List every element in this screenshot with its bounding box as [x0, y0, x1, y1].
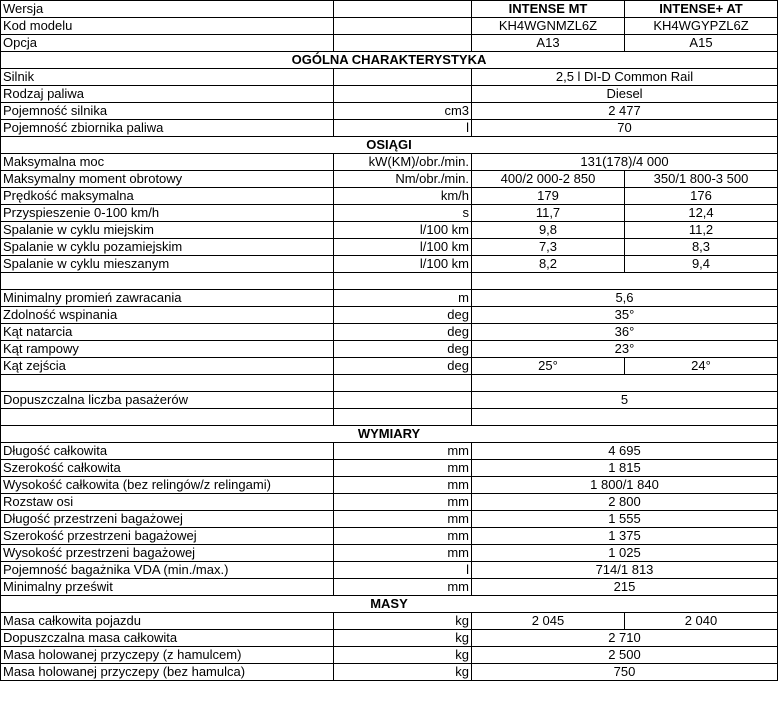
table-row	[1, 103, 778, 120]
row-value-2: 12,4	[625, 205, 778, 222]
option-label: Opcja	[1, 35, 334, 52]
section-title: MASY	[1, 596, 778, 613]
table-row	[1, 392, 778, 409]
row-label: Pojemność silnika	[1, 103, 334, 120]
row-label: Kąt rampowy	[1, 341, 334, 358]
row-value-1: 179	[472, 188, 625, 205]
row-unit: deg	[334, 324, 472, 341]
row-value-2: 176	[625, 188, 778, 205]
row-label: Pojemność bagażnika VDA (min./max.)	[1, 562, 334, 579]
row-label: Szerokość całkowita	[1, 460, 334, 477]
row-label: Masa holowanej przyczepy (z hamulcem)	[1, 647, 334, 664]
row-value-2: 8,3	[625, 239, 778, 256]
option-2: A15	[625, 35, 778, 52]
row-label: Silnik	[1, 69, 334, 86]
spacer-row	[1, 409, 778, 426]
row-value: 2 500	[472, 647, 778, 664]
row-value: 2 800	[472, 494, 778, 511]
empty-cell	[472, 273, 778, 290]
row-value: 2 710	[472, 630, 778, 647]
row-unit: mm	[334, 528, 472, 545]
row-value: 1 815	[472, 460, 778, 477]
row-label: Długość całkowita	[1, 443, 334, 460]
section-performance	[1, 137, 778, 154]
row-unit: l/100 km	[334, 239, 472, 256]
table-row	[1, 443, 778, 460]
row-unit: mm	[334, 460, 472, 477]
row-unit: km/h	[334, 188, 472, 205]
row-unit: s	[334, 205, 472, 222]
row-label: Masa holowanej przyczepy (bez hamulca)	[1, 664, 334, 681]
row-value-1: 2 045	[472, 613, 625, 630]
row-label: Wysokość przestrzeni bagażowej	[1, 545, 334, 562]
table-row	[1, 511, 778, 528]
row-value-1: 9,8	[472, 222, 625, 239]
row-label: Pojemność zbiornika paliwa	[1, 120, 334, 137]
empty-cell	[1, 375, 334, 392]
row-label: Prędkość maksymalna	[1, 188, 334, 205]
version-2: INTENSE+ AT	[625, 1, 778, 18]
empty-cell	[1, 273, 334, 290]
row-unit: l	[334, 562, 472, 579]
table-row	[1, 324, 778, 341]
row-unit: mm	[334, 579, 472, 596]
row-unit: l	[334, 120, 472, 137]
row-value: 1 375	[472, 528, 778, 545]
header-row-code	[1, 18, 778, 35]
row-label: Spalanie w cyklu pozamiejskim	[1, 239, 334, 256]
section-title: WYMIARY	[1, 426, 778, 443]
table-row	[1, 188, 778, 205]
section-title: OGÓLNA CHARAKTERYSTYKA	[1, 52, 778, 69]
row-value-2: 24°	[625, 358, 778, 375]
empty-cell	[334, 409, 472, 426]
table-row	[1, 171, 778, 188]
row-label: Zdolność wspinania	[1, 307, 334, 324]
table-row	[1, 239, 778, 256]
row-unit: mm	[334, 477, 472, 494]
row-value-2: 2 040	[625, 613, 778, 630]
row-value: 2,5 l DI-D Common Rail	[472, 69, 778, 86]
section-dimensions	[1, 426, 778, 443]
row-value: 23°	[472, 341, 778, 358]
row-value-1: 8,2	[472, 256, 625, 273]
row-value: Diesel	[472, 86, 778, 103]
row-label: Spalanie w cyklu mieszanym	[1, 256, 334, 273]
row-value: 70	[472, 120, 778, 137]
row-unit: kg	[334, 647, 472, 664]
table-row	[1, 154, 778, 171]
empty-cell	[472, 409, 778, 426]
row-value: 1 800/1 840	[472, 477, 778, 494]
row-label: Kąt natarcia	[1, 324, 334, 341]
row-unit: Nm/obr./min.	[334, 171, 472, 188]
row-value: 5,6	[472, 290, 778, 307]
header-row-version	[1, 1, 778, 18]
table-row	[1, 494, 778, 511]
row-unit: mm	[334, 443, 472, 460]
row-value-2: 11,2	[625, 222, 778, 239]
row-label: Dopuszczalna liczba pasażerów	[1, 392, 334, 409]
row-unit: kg	[334, 630, 472, 647]
empty-cell	[334, 273, 472, 290]
table-row	[1, 256, 778, 273]
table-row	[1, 69, 778, 86]
row-label: Masa całkowita pojazdu	[1, 613, 334, 630]
row-label: Przyspieszenie 0-100 km/h	[1, 205, 334, 222]
table-row	[1, 562, 778, 579]
table-row	[1, 579, 778, 596]
row-label: Minimalny promień zawracania	[1, 290, 334, 307]
row-unit: cm3	[334, 103, 472, 120]
row-label: Minimalny prześwit	[1, 579, 334, 596]
table-row	[1, 647, 778, 664]
row-value: 1 555	[472, 511, 778, 528]
row-unit	[334, 69, 472, 86]
row-label: Szerokość przestrzeni bagażowej	[1, 528, 334, 545]
code-1: KH4WGNMZL6Z	[472, 18, 625, 35]
row-value: 5	[472, 392, 778, 409]
table-row	[1, 341, 778, 358]
row-value-2: 9,4	[625, 256, 778, 273]
row-label: Rodzaj paliwa	[1, 86, 334, 103]
row-label: Kąt zejścia	[1, 358, 334, 375]
row-value-1: 400/2 000-2 850	[472, 171, 625, 188]
row-label: Maksymalna moc	[1, 154, 334, 171]
table-row	[1, 120, 778, 137]
table-row	[1, 477, 778, 494]
empty-cell	[1, 409, 334, 426]
section-title: OSIĄGI	[1, 137, 778, 154]
row-unit: deg	[334, 341, 472, 358]
table-row	[1, 86, 778, 103]
empty-cell	[334, 375, 472, 392]
row-value: 131(178)/4 000	[472, 154, 778, 171]
empty-cell	[334, 18, 472, 35]
row-value: 215	[472, 579, 778, 596]
row-unit: deg	[334, 307, 472, 324]
row-label: Dopuszczalna masa całkowita	[1, 630, 334, 647]
row-value-2: 350/1 800-3 500	[625, 171, 778, 188]
table-row	[1, 460, 778, 477]
row-value-1: 25°	[472, 358, 625, 375]
row-label: Długość przestrzeni bagażowej	[1, 511, 334, 528]
code-2: KH4WGYPZL6Z	[625, 18, 778, 35]
header-row-option	[1, 35, 778, 52]
version-1: INTENSE MT	[472, 1, 625, 18]
row-unit	[334, 86, 472, 103]
section-general	[1, 52, 778, 69]
row-value-1: 7,3	[472, 239, 625, 256]
row-unit: mm	[334, 511, 472, 528]
table-row	[1, 205, 778, 222]
table-row	[1, 358, 778, 375]
row-unit	[334, 392, 472, 409]
spacer-row	[1, 375, 778, 392]
option-1: A13	[472, 35, 625, 52]
row-label: Maksymalny moment obrotowy	[1, 171, 334, 188]
row-label: Rozstaw osi	[1, 494, 334, 511]
code-label: Kod modelu	[1, 18, 334, 35]
table-row	[1, 613, 778, 630]
row-unit: l/100 km	[334, 222, 472, 239]
row-value-1: 11,7	[472, 205, 625, 222]
row-unit: mm	[334, 494, 472, 511]
row-unit: deg	[334, 358, 472, 375]
section-masses	[1, 596, 778, 613]
empty-cell	[334, 35, 472, 52]
row-unit: l/100 km	[334, 256, 472, 273]
row-value: 2 477	[472, 103, 778, 120]
table-row	[1, 222, 778, 239]
table-row	[1, 528, 778, 545]
version-label: Wersja	[1, 1, 334, 18]
row-label: Spalanie w cyklu miejskim	[1, 222, 334, 239]
row-unit: mm	[334, 545, 472, 562]
table-row	[1, 630, 778, 647]
empty-cell	[334, 1, 472, 18]
row-label: Wysokość całkowita (bez relingów/z relingami)	[1, 477, 334, 494]
row-value: 1 025	[472, 545, 778, 562]
row-value: 750	[472, 664, 778, 681]
row-unit: kg	[334, 613, 472, 630]
table-row	[1, 307, 778, 324]
row-unit: kg	[334, 664, 472, 681]
row-value: 4 695	[472, 443, 778, 460]
spacer-row	[1, 273, 778, 290]
row-value: 35°	[472, 307, 778, 324]
table-row	[1, 545, 778, 562]
row-value: 36°	[472, 324, 778, 341]
row-unit: kW(KM)/obr./min.	[334, 154, 472, 171]
table-row	[1, 664, 778, 681]
table-row	[1, 290, 778, 307]
row-unit: m	[334, 290, 472, 307]
empty-cell	[472, 375, 778, 392]
row-value: 714/1 813	[472, 562, 778, 579]
